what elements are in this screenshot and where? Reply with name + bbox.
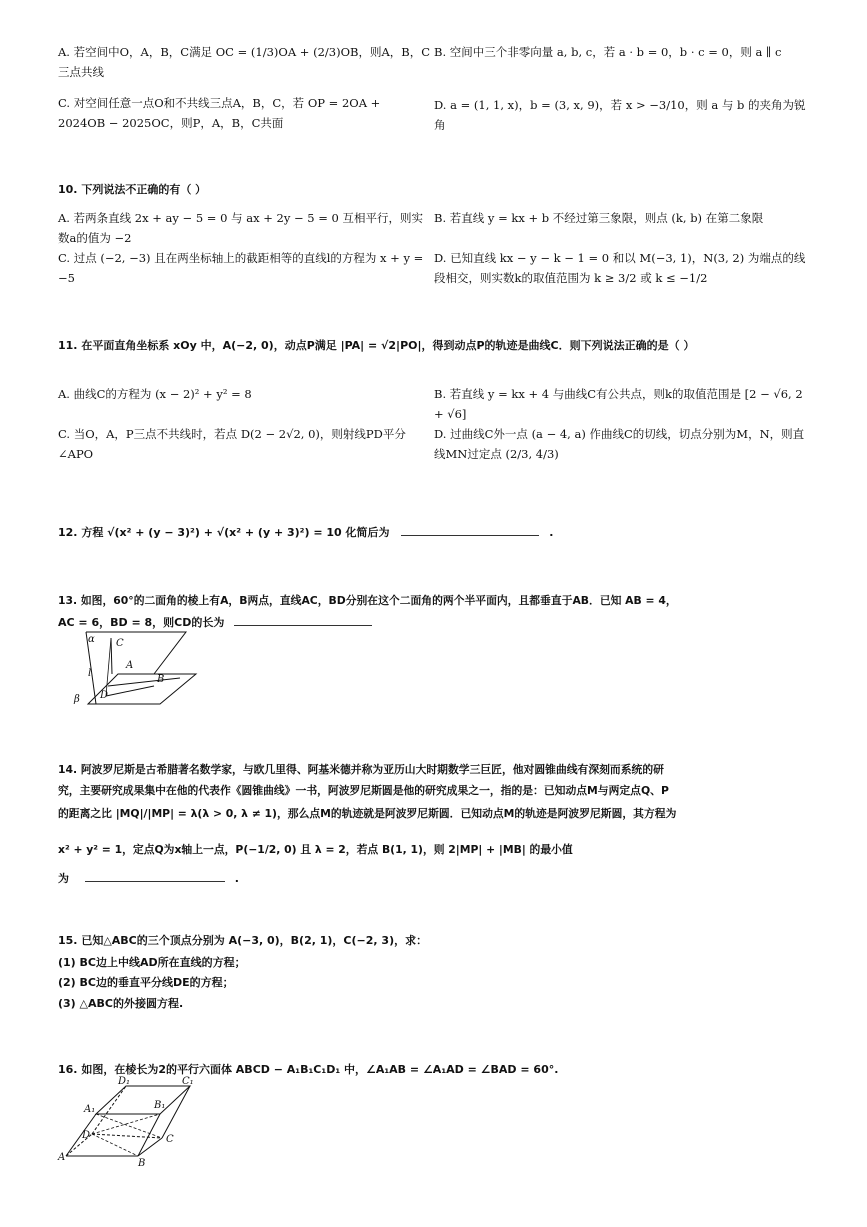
q12-text: 12. 方程 √(x² + (y − 3)²) + √(x² + (y + 3)²) = 10 化简后为 [58,526,390,539]
q11-option-d: D. 过曲线C外一点 (a − 4, a) 作曲线C的切线，切点分别为M，N，则直线MN过定点 (2/3, 4/3) [434,427,805,461]
q10-option-d: D. 已知直线 kx − y − k − 1 = 0 和以 M(−3, 1)，N(3, 2) 为端点的线段相交，则实数k的取值范围为 k ≥ 3/2 或 k ≤ −1/2 [434,251,806,285]
label-A: A [58,1152,66,1163]
label-B: B [138,1158,146,1168]
label-beta: β [74,694,80,705]
q16-stem: 16. 如图，在棱长为2的平行六面体 ABCD − A₁B₁C₁D₁ 中，∠A₁AB = ∠A₁AD = ∠BAD = 60°. [58,1063,559,1076]
edge-BB1 [138,1114,160,1156]
q15-part1: (1) BC边上中线AD所在直线的方程； [58,956,246,969]
q11-option-b: B. 若直线 y = kx + 4 与曲线C有公共点，则k的取值范围是 [2 − √6, 2 + √6] [434,387,803,421]
q11-option-c: C. 当O，A，P三点不共线时，若点 D(2 − 2√2, 0)，则射线PD平分∠APO [58,427,406,461]
label-D: D [100,690,109,701]
label-C: C [166,1134,174,1145]
label-alpha: α [88,634,95,645]
diag-DB1 [92,1114,160,1134]
label-D: D [82,1130,91,1141]
q11-option-a: A. 曲线C的方程为 (x − 2)² + y² = 8 [58,387,252,401]
q10-option-a: A. 若两条直线 2x + ay − 5 = 0 与 ax + 2y − 5 = 0 互相平行，则实数a的值为 −2 [58,211,423,245]
segment-BD [106,686,154,696]
q13-answer-blank[interactable] [234,611,372,626]
label-B: B [157,674,165,685]
q15-part3: (3) △ABC的外接圆方程. [58,997,184,1010]
dihedral-angle-figure [58,630,200,708]
q12-answer-blank[interactable] [401,521,539,536]
edge-DD1 [92,1086,126,1134]
q14-answer-blank[interactable] [85,867,225,882]
q14-line3: 的距离之比 |MQ|/|MP| = λ(λ > 0, λ ≠ 1)，那么点M的轨迹就是阿波罗尼斯圆．已知动点M的轨迹是阿波罗尼斯圆，其方程为 [58,807,677,820]
q15-part2: (2) BC边的垂直平分线DE的方程； [58,976,234,989]
label-D1: D₁ [118,1076,131,1087]
q9-option-a: A. 若空间中O，A，B，C满足 OC = (1/3)OA + (2/3)OB，则A，B，C三点共线 [58,45,431,79]
q14-line4: x² + y² = 1，定点Q为x轴上一点，P(−1/2, 0) 且 λ = 2，若点 B(1, 1)，则 2|MP| + |MB| 的最小值 [58,843,573,856]
diag-DB [92,1134,138,1156]
q14-line1: 14. 阿波罗尼斯是古希腊著名数学家，与欧几里得、阿基米德并称为亚历山大时期数学三巨匠，他对圆锥曲线有深刻而系统的研 [58,763,664,776]
label-C1: C₁ [182,1076,194,1087]
q15-stem: 15. 已知△ABC的三个顶点分别为 A(−3, 0)，B(2, 1)，C(−2, 3)，求： [58,934,428,947]
segment-AC [111,638,112,674]
edge-l [108,678,180,686]
q9-option-b: B. 空间中三个非零向量 a, b, c，若 a · b = 0，b · c = 0，则 a ∥ c [434,45,782,59]
q13-line1: 13. 如图，60°的二面角的棱上有A，B两点，直线AC，BD分别在这个二面角的两个半平面内，且都垂直于AB．已知 AB = 4， [58,594,677,607]
q14-line5 [58,867,239,889]
diag-A1C [96,1114,162,1138]
q14-period: . [234,872,239,885]
q10-option-b: B. 若直线 y = kx + b 不经过第三象限，则点 (k, b) 在第二象限 [434,211,764,225]
q10-stem: 10. 下列说法不正确的有（ ） [58,183,207,196]
q12-period: . [549,526,554,539]
q9-option-d: D. a = (1, 1, x)，b = (3, x, 9)，若 x > −3/10，则 a 与 b 的夹角为锐角 [434,98,806,132]
top-face [96,1086,190,1114]
edge-DC [92,1134,162,1138]
edge-CC1 [162,1086,190,1138]
q10-option-c: C. 过点 (−2, −3) 且在两坐标轴上的截距相等的直线l的方程为 x + y = −5 [58,251,424,285]
label-B1: B₁ [154,1100,166,1111]
q13-line2-text: AC = 6，BD = 8，则CD的长为 [58,616,225,629]
edge-AA1 [66,1114,96,1156]
label-A: A [126,660,134,671]
q12-line [58,521,553,543]
edge-BC [138,1138,162,1156]
plane-alpha [86,632,186,674]
q14-line5-text: 为 [58,872,69,885]
parallelepiped-figure [56,1076,216,1168]
q9-option-c: C. 对空间任意一点O和不共线三点A，B，C，若 OP = 2OA + 2024OB − 2025OC，则P，A，B，C共面 [58,96,381,130]
label-l: l [88,668,92,679]
q14-line2: 究，主要研究成果集中在他的代表作《圆锥曲线》一书，阿波罗尼斯圆是他的研究成果之一，指的是：已知动点M与两定点Q、P [58,784,669,797]
label-C: C [116,638,124,649]
label-A1: A₁ [84,1104,96,1115]
q11-stem: 11. 在平面直角坐标系 xOy 中，A(−2, 0)，动点P满足 |PA| = √2|PO|，得到动点P的轨迹是曲线C．则下列说法正确的是（ ） [58,339,695,352]
segment-CD [106,638,111,696]
